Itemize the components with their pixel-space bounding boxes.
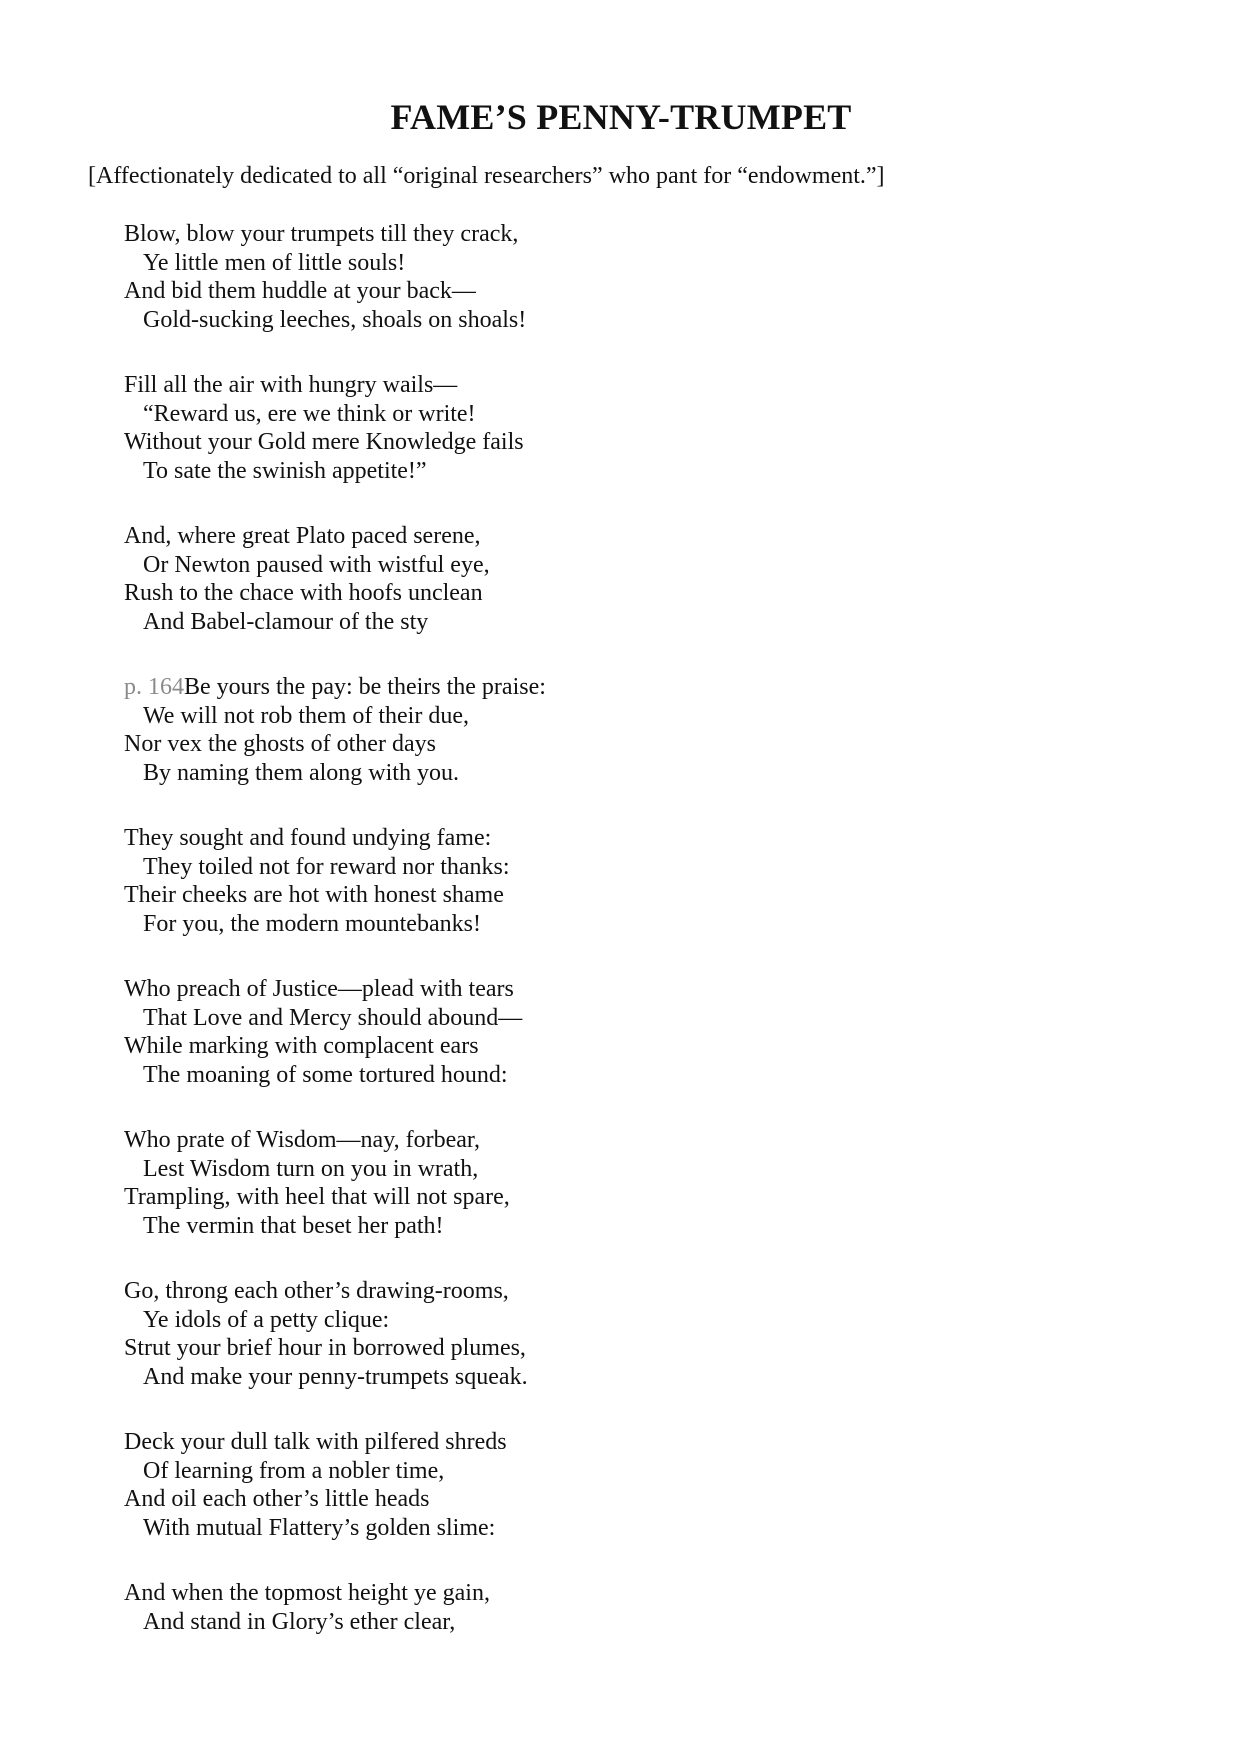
poem-line-text: Be yours the pay: be theirs the praise: — [184, 674, 546, 700]
poem-line — [124, 673, 824, 702]
poem-line: Strut your brief hour in borrowed plumes, — [124, 1335, 526, 1361]
stanza — [124, 1126, 824, 1240]
poem-line: Lest Wisdom turn on you in wrath, — [143, 1155, 479, 1182]
poem-line: To sate the swinish appetite!” — [143, 457, 427, 484]
poem-line: Of learning from a nobler time, — [143, 1457, 445, 1484]
poem-line: Trampling, with heel that will not spare, — [124, 1184, 510, 1210]
stanza — [124, 1428, 824, 1542]
dedication-text: [Affectionately dedicated to all “original researchers” who pant for “endowment.”] — [88, 163, 885, 189]
poem-line: Ye little men of little souls! — [143, 249, 406, 276]
poem-line: Blow, blow your trumpets till they crack, — [124, 221, 519, 247]
page-number-marker: p. 164 — [124, 674, 184, 700]
stanza — [124, 220, 824, 334]
poem-line: Go, throng each other’s drawing-rooms, — [124, 1278, 509, 1304]
poem-line: For you, the modern mountebanks! — [143, 910, 481, 937]
poem-line: And, where great Plato paced serene, — [124, 523, 481, 549]
poem-line: And when the topmost height ye gain, — [124, 1580, 490, 1606]
poem-line: That Love and Mercy should abound— — [143, 1004, 523, 1031]
poem-line: And stand in Glory’s ether clear, — [143, 1608, 456, 1635]
poem-line: They toiled not for reward nor thanks: — [143, 853, 510, 880]
stanza — [124, 824, 824, 938]
poem-line: By naming them along with you. — [143, 759, 459, 786]
poem-line: Who prate of Wisdom—nay, forbear, — [124, 1127, 480, 1153]
stanza — [124, 522, 824, 636]
poem-body — [124, 220, 824, 1673]
stanza — [124, 371, 824, 485]
poem-line: Deck your dull talk with pilfered shreds — [124, 1429, 507, 1455]
poem-line: And bid them huddle at your back— — [124, 278, 476, 304]
poem-line: Without your Gold mere Knowledge fails — [124, 429, 524, 455]
poem-line: The moaning of some tortured hound: — [143, 1061, 508, 1088]
poem-line: “Reward us, ere we think or write! — [143, 400, 476, 427]
poem-line: Nor vex the ghosts of other days — [124, 731, 436, 757]
stanza — [124, 1579, 824, 1636]
stanza — [124, 1277, 824, 1391]
poem-line: Fill all the air with hungry wails— — [124, 372, 458, 398]
poem-line: Ye idols of a petty clique: — [143, 1306, 390, 1333]
stanza — [124, 975, 824, 1089]
poem-line: While marking with complacent ears — [124, 1033, 479, 1059]
poem-line: Gold-sucking leeches, shoals on shoals! — [143, 306, 527, 333]
poem-title: FAME’S PENNY-TRUMPET — [390, 97, 852, 137]
poem-line: And oil each other’s little heads — [124, 1486, 430, 1512]
poem-line: Or Newton paused with wistful eye, — [143, 551, 490, 578]
poem-line: They sought and found undying fame: — [124, 825, 492, 851]
poem-line: The vermin that beset her path! — [143, 1212, 444, 1239]
poem-line: Rush to the chace with hoofs unclean — [124, 580, 483, 606]
poem-line: And make your penny-trumpets squeak. — [143, 1363, 528, 1390]
poem-line: Their cheeks are hot with honest shame — [124, 882, 504, 908]
stanza — [124, 673, 824, 787]
poem-line: With mutual Flattery’s golden slime: — [143, 1514, 496, 1541]
poem-line: We will not rob them of their due, — [143, 702, 469, 729]
poem-line: And Babel-clamour of the sty — [143, 608, 429, 635]
poem-line: Who preach of Justice—plead with tears — [124, 976, 514, 1002]
